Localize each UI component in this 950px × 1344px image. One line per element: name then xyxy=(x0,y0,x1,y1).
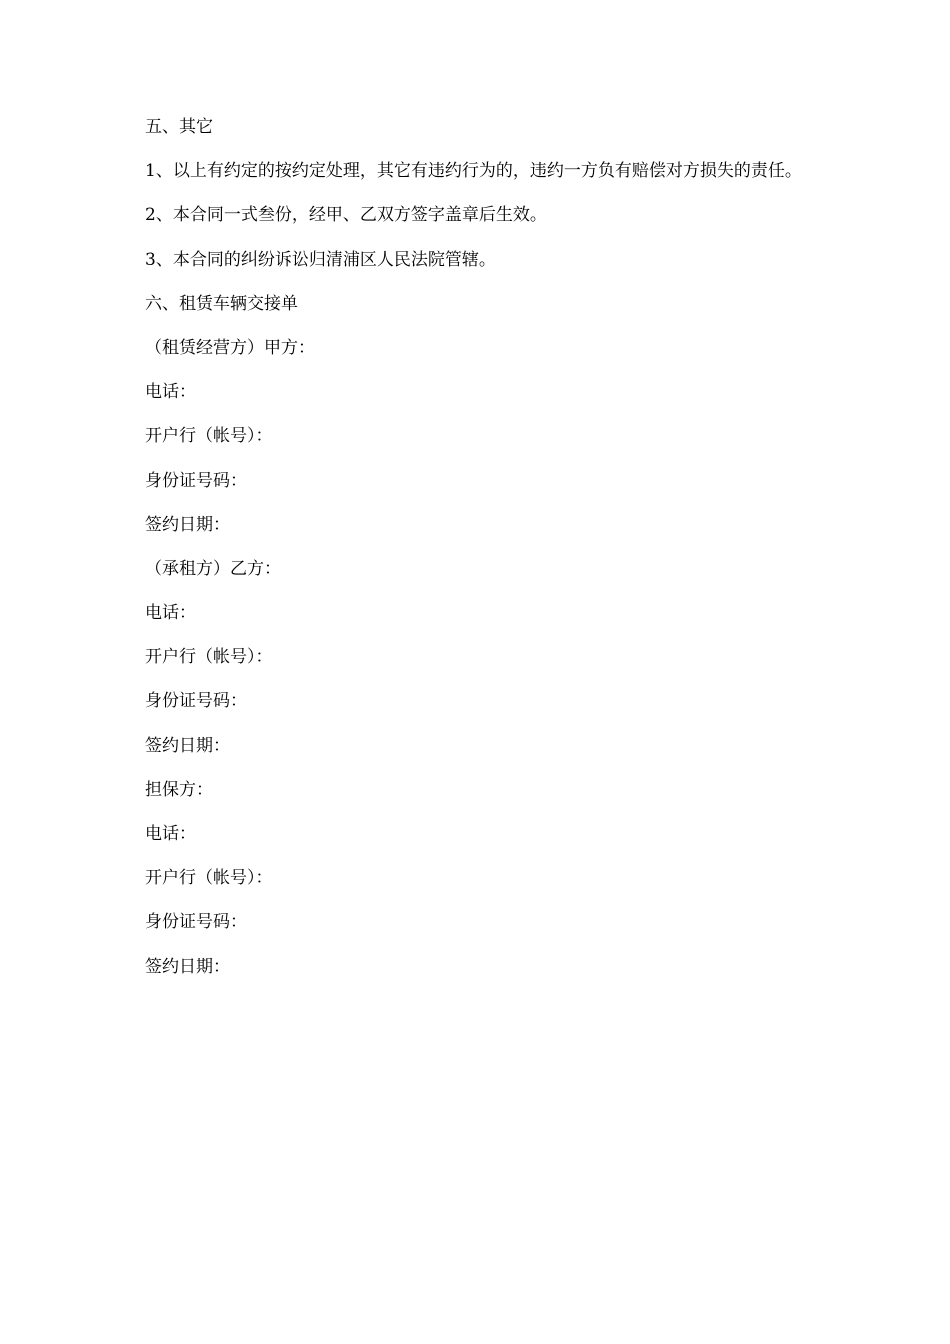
party-a-label: （租赁经营方）甲方： xyxy=(145,337,315,358)
guarantor-id-label: 身份证号码： xyxy=(145,912,247,933)
party-b-date-label: 签约日期： xyxy=(145,735,230,756)
party-b-bank-label: 开户行（帐号）： xyxy=(145,647,273,668)
clause-2-copies-effect: 2、本合同一式叁份，经甲、乙双方签字盖章后生效。 xyxy=(145,205,547,226)
section-heading-other: 五、其它 xyxy=(145,117,213,137)
party-b-label: （承租方）乙方： xyxy=(145,558,281,579)
party-b-phone-label: 电话： xyxy=(145,603,196,624)
guarantor-date-label: 签约日期： xyxy=(145,956,230,977)
party-a-id-label: 身份证号码： xyxy=(145,470,247,491)
document-body xyxy=(145,116,810,1000)
party-b-id-label: 身份证号码： xyxy=(145,691,247,712)
party-a-bank-label: 开户行（帐号）： xyxy=(145,426,273,447)
guarantor-bank-label: 开户行（帐号）： xyxy=(145,868,273,889)
clause-1-breach-liability: 1、以上有约定的按约定处理，其它有违约行为的，违约一方负有赔偿对方损失的责任。 xyxy=(145,161,802,182)
party-a-phone-label: 电话： xyxy=(145,382,196,403)
clause-3-jurisdiction: 3、本合同的纠纷诉讼归清浦区人民法院管辖。 xyxy=(145,249,496,270)
party-a-date-label: 签约日期： xyxy=(145,514,230,535)
section-heading-handover: 六、租赁车辆交接单 xyxy=(145,293,298,314)
guarantor-label: 担保方： xyxy=(145,779,213,800)
guarantor-phone-label: 电话： xyxy=(145,824,196,844)
